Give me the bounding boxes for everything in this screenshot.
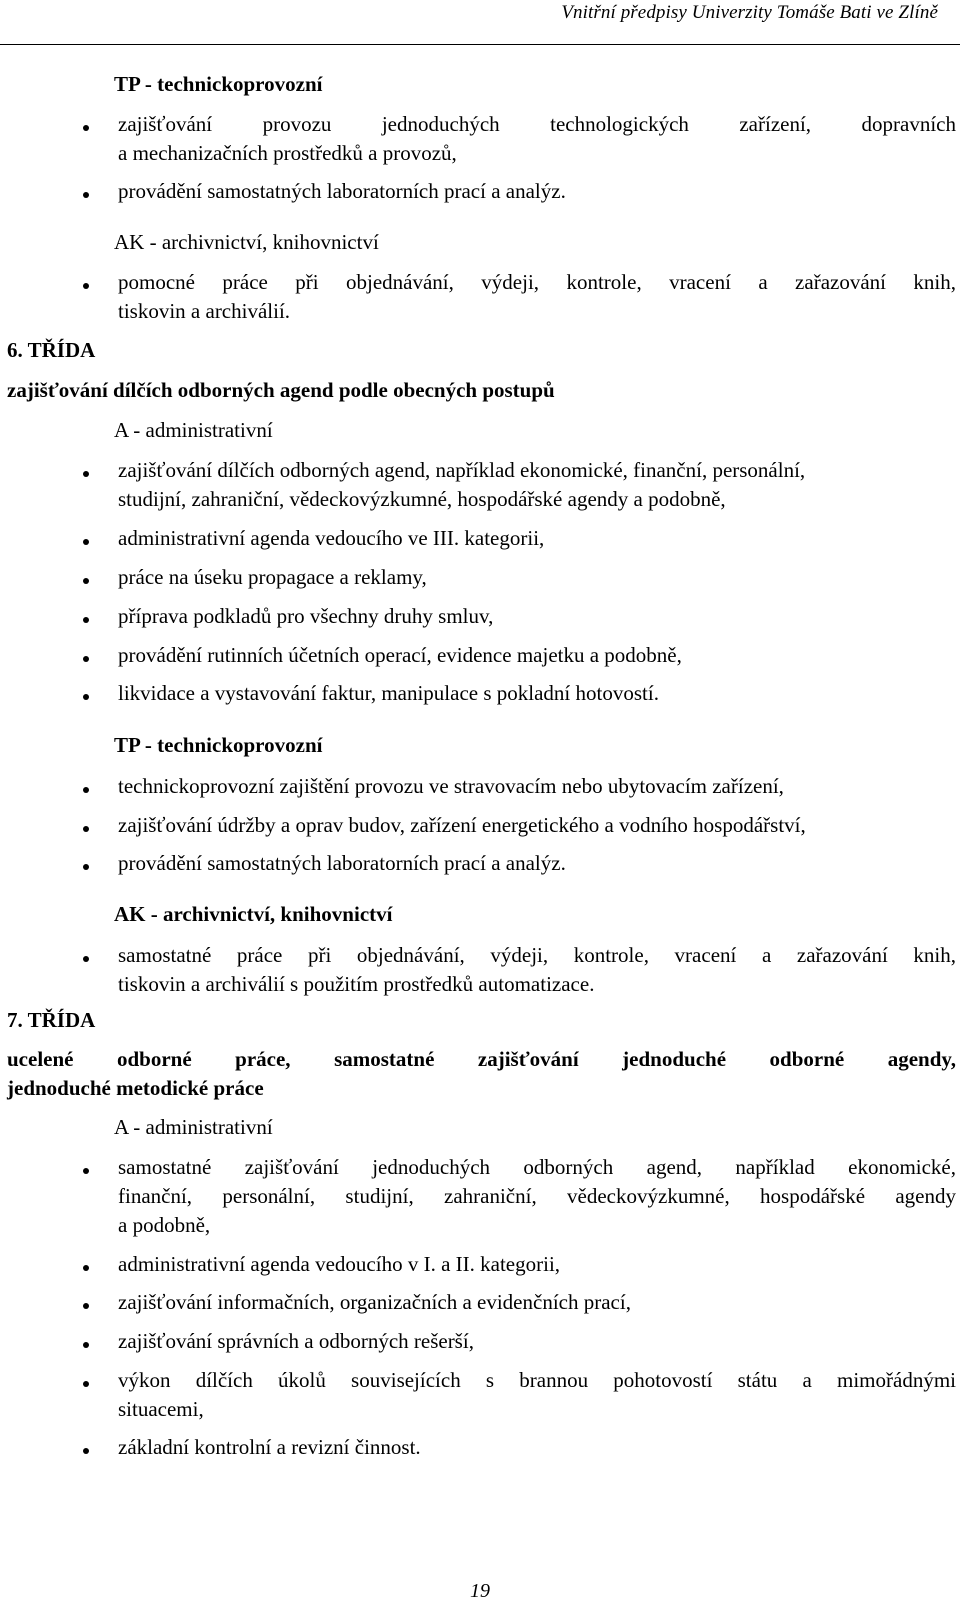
bullet-icon xyxy=(83,1381,89,1387)
list-item: zajišťování správních a odborných rešerší, xyxy=(118,1329,474,1353)
list-item: tiskovin a archiválií. xyxy=(118,299,291,323)
subsection-title-tp: TP - technickoprovozní xyxy=(114,733,323,757)
page-header xyxy=(0,0,960,45)
list-item: likvidace a vystavování faktur, manipulace s pokladní hotovostí. xyxy=(118,681,659,705)
list-item: administrativní agenda vedoucího ve III. kategorii, xyxy=(118,526,545,550)
list-item: samostatné práce při objednávání, výdeji, kontrole, vracení a zařazování knih, xyxy=(118,943,956,967)
class-description-7: ucelené odborné práce, samostatné zajišťování jednoduché odborné agendy, xyxy=(7,1047,956,1071)
class-description-7: jednoduché metodické práce xyxy=(7,1076,264,1100)
subsection-title-ak: AK - archivnictví, knihovnictví xyxy=(114,230,379,254)
list-item: provádění rutinních účetních operací, evidence majetku a podobně, xyxy=(118,643,682,667)
list-item: zajišťování provozu jednoduchých technologických zařízení, dopravních xyxy=(118,112,956,136)
list-item: situacemi, xyxy=(118,1397,204,1421)
bullet-icon xyxy=(83,471,89,477)
bullet-icon xyxy=(83,283,89,289)
class-title-7: 7. TŘÍDA xyxy=(7,1008,96,1032)
bullet-icon xyxy=(83,1342,89,1348)
list-item: administrativní agenda vedoucího v I. a II. kategorii, xyxy=(118,1252,561,1276)
list-item: základní kontrolní a revizní činnost. xyxy=(118,1435,421,1459)
bullet-icon xyxy=(83,694,89,700)
bullet-icon xyxy=(83,578,89,584)
bullet-icon xyxy=(83,1448,89,1454)
list-item: zajišťování údržby a oprav budov, zařízení energetického a vodního hospodářství, xyxy=(118,813,806,837)
bullet-icon xyxy=(83,1303,89,1309)
class-description-6: zajišťování dílčích odborných agend podle obecných postupů xyxy=(7,378,555,402)
bullet-icon xyxy=(83,617,89,623)
list-item: zajišťování dílčích odborných agend, například ekonomické, finanční, personální, xyxy=(118,458,806,482)
page-number: 19 xyxy=(470,1580,490,1602)
class-title-6: 6. TŘÍDA xyxy=(7,338,96,362)
bullet-icon xyxy=(83,787,89,793)
bullet-icon xyxy=(83,864,89,870)
bullet-icon xyxy=(83,826,89,832)
bullet-icon xyxy=(83,1265,89,1271)
list-item: studijní, zahraniční, vědeckovýzkumné, hospodářské agendy a podobně, xyxy=(118,487,726,511)
list-item: zajišťování informačních, organizačních a evidenčních prací, xyxy=(118,1290,631,1314)
bullet-icon xyxy=(83,956,89,962)
subsection-title-a: A - administrativní xyxy=(114,418,273,442)
header-title: Vnitřní předpisy Univerzity Tomáše Bati ve Zlíně xyxy=(561,2,938,23)
list-item: tiskovin a archiválií s použitím prostředků automatizace. xyxy=(118,972,595,996)
bullet-icon xyxy=(83,125,89,131)
subsection-title-tp: TP - technickoprovozní xyxy=(114,72,323,96)
subsection-title-ak: AK - archivnictví, knihovnictví xyxy=(114,902,393,926)
bullet-icon xyxy=(83,192,89,198)
list-item: provádění samostatných laboratorních prací a analýz. xyxy=(118,851,566,875)
list-item: výkon dílčích úkolů souvisejících s brannou pohotovostí státu a mimořádnými xyxy=(118,1368,956,1392)
bullet-icon xyxy=(83,656,89,662)
list-item: a podobně, xyxy=(118,1213,211,1237)
bullet-icon xyxy=(83,1168,89,1174)
list-item: práce na úseku propagace a reklamy, xyxy=(118,565,427,589)
subsection-title-a: A - administrativní xyxy=(114,1115,273,1139)
bullet-icon xyxy=(83,539,89,545)
list-item: finanční, personální, studijní, zahraniční, vědeckovýzkumné, hospodářské agendy xyxy=(118,1184,956,1208)
list-item: pomocné práce při objednávání, výdeji, kontrole, vracení a zařazování knih, xyxy=(118,270,956,294)
list-item: příprava podkladů pro všechny druhy smluv, xyxy=(118,604,494,628)
list-item: provádění samostatných laboratorních prací a analýz. xyxy=(118,179,566,203)
list-item: a mechanizačních prostředků a provozů, xyxy=(118,141,457,165)
list-item: technickoprovozní zajištění provozu ve stravovacím nebo ubytovacím zařízení, xyxy=(118,774,784,798)
list-item: samostatné zajišťování jednoduchých odborných agend, například ekonomické, xyxy=(118,1155,956,1179)
